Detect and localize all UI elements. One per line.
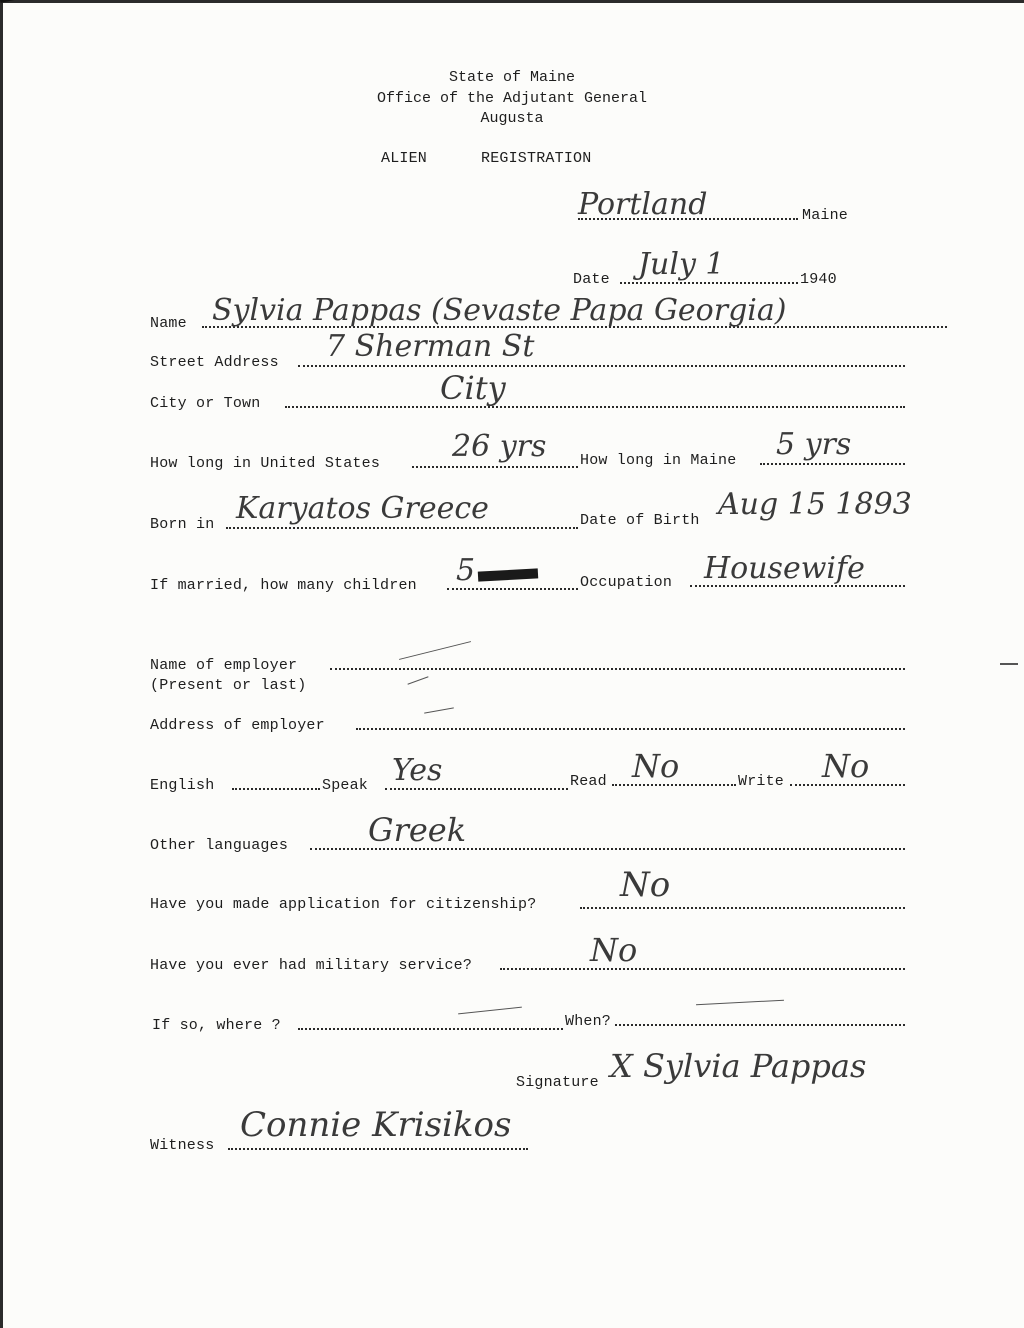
witness-value: Connie Krisikos	[240, 1105, 512, 1145]
signature-value: X Sylvia Pappas	[610, 1047, 867, 1085]
how-long-maine-label: How long in Maine	[580, 452, 737, 469]
check-mark	[424, 707, 454, 713]
city-dots	[285, 406, 905, 408]
write-label: Write	[738, 773, 785, 790]
military-label: Have you ever had military service?	[150, 957, 473, 974]
employer-sublabel: (Present or last)	[150, 677, 307, 694]
dob-value: Aug 15 1893	[718, 487, 912, 522]
other-languages-label: Other languages	[150, 837, 289, 854]
street-label: Street Address	[150, 354, 279, 371]
check-mark	[458, 1007, 522, 1015]
form-title-registration: REGISTRATION	[481, 150, 592, 167]
speak-label: Speak	[322, 777, 369, 794]
born-dots	[226, 527, 578, 529]
english-label: English	[150, 777, 215, 794]
street-dots	[298, 365, 905, 367]
citizenship-label: Have you made application for citizenship?	[150, 896, 537, 913]
military-value: No	[590, 931, 638, 969]
how-long-maine-dots	[760, 463, 905, 465]
place-value: Portland	[578, 187, 708, 222]
read-label: Read	[570, 773, 607, 790]
city-label: City or Town	[150, 395, 261, 412]
children-label: If married, how many children	[150, 577, 417, 594]
witness-dots	[228, 1148, 528, 1150]
date-dots	[620, 282, 798, 284]
citizenship-dots	[580, 907, 905, 909]
how-long-us-value: 26 yrs	[452, 429, 547, 464]
other-languages-value: Greek	[368, 811, 467, 849]
dob-label: Date of Birth	[580, 512, 700, 529]
military-dots	[500, 968, 905, 970]
form-title-alien: ALIEN	[381, 150, 428, 167]
children-value: 5	[456, 553, 476, 588]
write-value: No	[822, 747, 870, 785]
header-state: State of Maine	[448, 69, 576, 86]
signature-label: Signature	[516, 1074, 599, 1091]
occupation-label: Occupation	[580, 574, 673, 591]
check-mark	[407, 676, 428, 684]
when-label: When?	[565, 1013, 612, 1030]
when-dots	[615, 1024, 905, 1026]
scan-edge-top	[0, 0, 1024, 3]
header-city: Augusta	[480, 110, 544, 127]
date-year: 1940	[800, 271, 837, 288]
how-long-maine-value: 5 yrs	[776, 427, 852, 462]
employer-address-dots	[356, 728, 905, 730]
street-value: 7 Sherman St	[326, 329, 535, 364]
speak-dots	[385, 788, 568, 790]
scan-side-mark	[1000, 663, 1018, 665]
employer-address-label: Address of employer	[150, 717, 325, 734]
how-long-us-dots	[412, 466, 578, 468]
born-value: Karyatos Greece	[236, 491, 489, 526]
header-office: Office of the Adjutant General	[376, 90, 648, 107]
citizenship-value: No	[620, 865, 671, 905]
born-label: Born in	[150, 516, 215, 533]
where-label: If so, where ?	[152, 1017, 281, 1034]
speak-value: Yes	[392, 753, 443, 788]
ink-scribble	[478, 568, 538, 581]
employer-label: Name of employer	[150, 657, 298, 674]
name-value: Sylvia Pappas (Sevaste Papa Georgia)	[212, 293, 787, 328]
check-mark	[399, 641, 471, 660]
witness-label: Witness	[150, 1137, 215, 1154]
where-dots	[298, 1028, 563, 1030]
employer-dots	[330, 668, 905, 670]
scan-edge-left	[0, 0, 3, 1328]
occupation-value: Housewife	[704, 551, 865, 586]
city-value: City	[440, 369, 506, 407]
check-mark	[696, 1000, 784, 1006]
name-label: Name	[150, 315, 187, 332]
place-state: Maine	[802, 207, 849, 224]
date-label: Date	[573, 271, 610, 288]
english-dots	[232, 788, 320, 790]
read-value: No	[632, 747, 680, 785]
how-long-us-label: How long in United States	[150, 455, 381, 472]
children-dots	[447, 588, 578, 590]
date-value: July 1	[638, 247, 725, 282]
